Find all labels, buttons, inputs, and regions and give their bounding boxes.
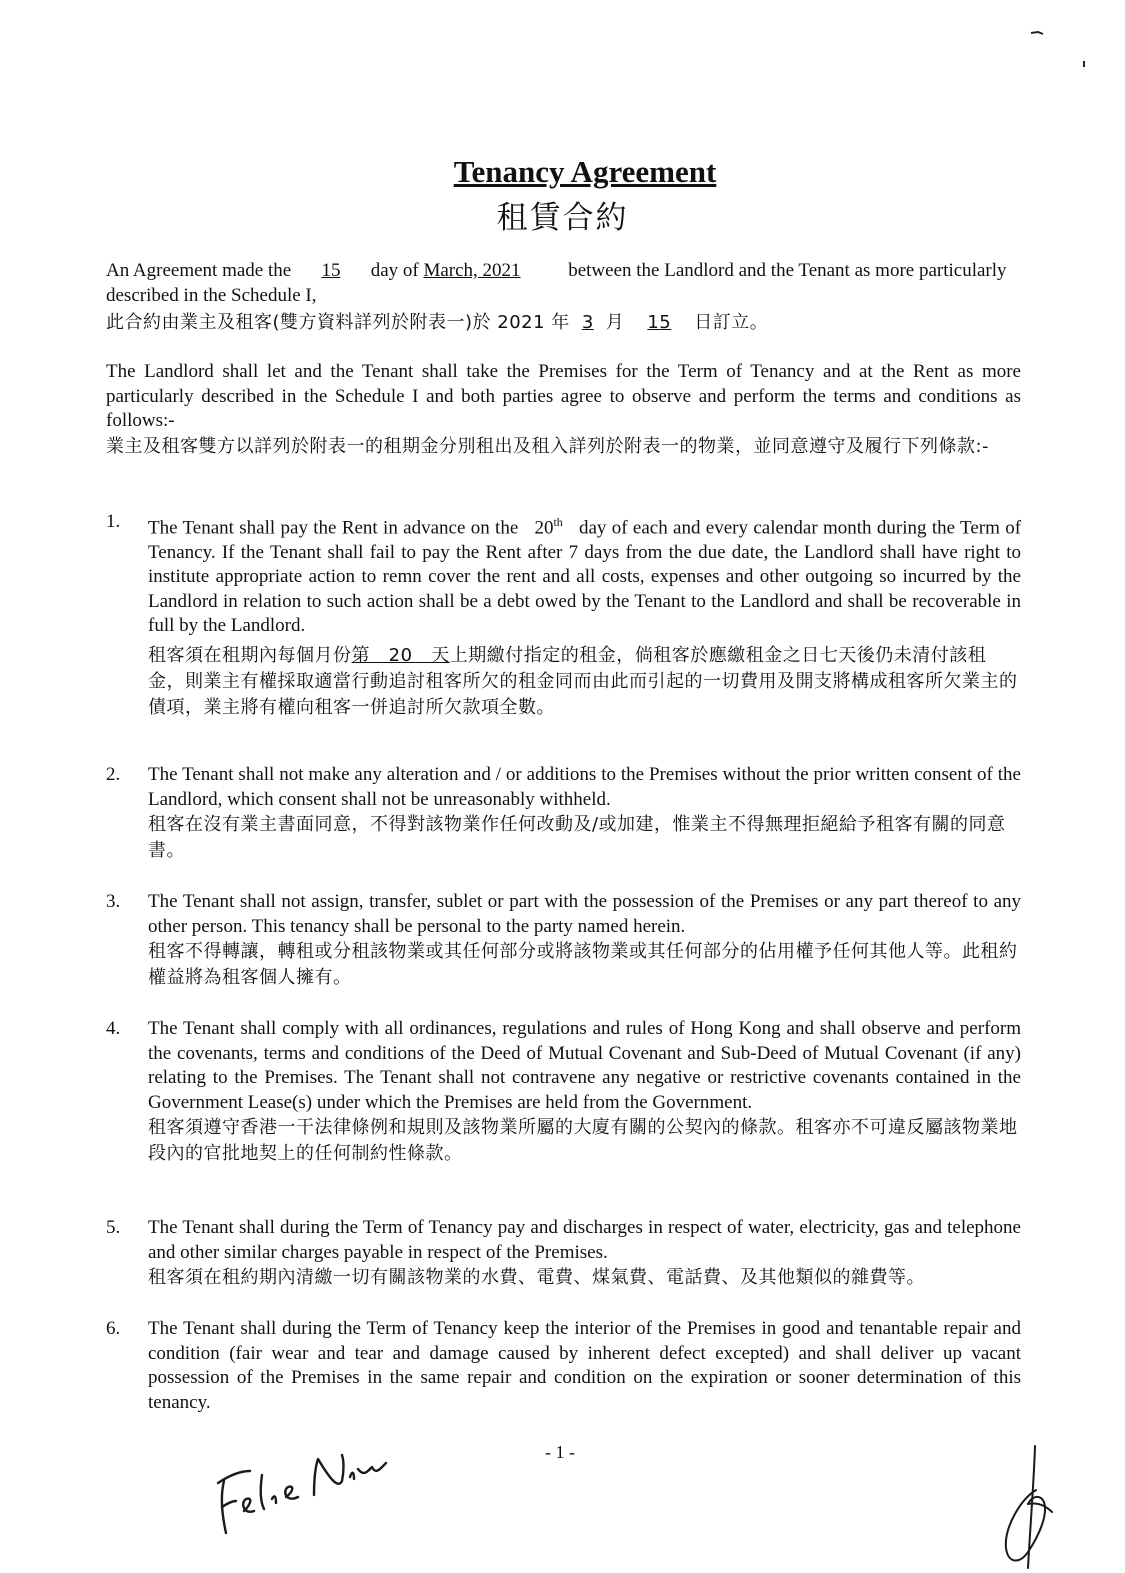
signature-stroke — [358, 1463, 386, 1473]
preamble-english: The Landlord shall let and the Tenant shall take the Premises for the Term of Tenancy and at the Rent as more particularly described in the Schedule I and both parties agree to observe and perform the terms and conditions as follows:- — [106, 361, 1021, 431]
clause-1-chinese: 租客須在租期內每個月份第 20 天上期繳付指定的租金，倘租客於應繳租金之日七天後仍未清付該租金，則業主有權採取適當行動追討租客所欠的租金同而由此而引起的一切費用及開支將構成租客所欠業主的債項，業主將有權向租客一併追討所欠款項全數。 — [148, 644, 1018, 718]
signature-stroke — [218, 1471, 250, 1483]
clause-6 — [106, 1317, 1021, 1415]
clause-number: 6. — [106, 1318, 121, 1339]
month-year-field: March, 2021 — [423, 260, 521, 281]
preamble-paragraph — [106, 360, 1021, 460]
clause-5-chinese: 租客須在租約期內清繳一切有關該物業的水費、電費、煤氣費、電話費、及其他類似的雜費等。 — [148, 1267, 925, 1288]
clause-number: 1. — [106, 511, 121, 532]
clause-3-english: The Tenant shall not assign, transfer, sublet or part with the possession of the Premises or any part thereof to any other person. This tenancy shall be personal to the party named herein. — [148, 891, 1021, 937]
clause-4-english: The Tenant shall comply with all ordinances, regulations and rules of Hong Kong and shall observe and perform the covenants, terms and conditions of the Deed of Mutual Covenant and Sub-Deed of Mutual Covenant (if any) relating to the Premises. The Tenant shall not contravene any negative or restrictive covenants contained in the Government Lease(s) under which the Premises are held from the Government. — [148, 1018, 1021, 1113]
signature-right — [990, 1440, 1070, 1570]
clause-3 — [106, 890, 1021, 991]
clause-number: 3. — [106, 891, 121, 912]
rent-day-field: 20 — [534, 517, 554, 539]
signature-stroke — [285, 1487, 298, 1499]
clause-number: 4. — [106, 1018, 121, 1039]
preamble-chinese: 業主及租客雙方以詳列於附表一的租期金分別租出及租入詳列於附表一的物業，並同意遵守及履行下列條款:- — [106, 435, 990, 457]
clause-5 — [106, 1216, 1021, 1291]
signature-stroke — [272, 1496, 276, 1503]
intro-chinese: 此合約由業主及租客(雙方資料詳列於附表一)於 2021 年 3 月 15 日訂立。 — [106, 310, 1021, 336]
clause-number: 5. — [106, 1217, 121, 1238]
signature-stroke — [222, 1501, 236, 1507]
signature-stroke — [1006, 1490, 1045, 1561]
signature-stroke — [261, 1475, 264, 1509]
day-field: 15 — [321, 260, 341, 281]
clause-2-english: The Tenant shall not make any alteration and / or additions to the Premises without the prior written consent of the Landlord, which consent shall not be unreasonably withheld. — [148, 764, 1021, 810]
page-number: - 1 - — [545, 1442, 575, 1462]
clause-3-chinese: 租客不得轉讓，轉租或分租該物業或其任何部分或將該物業或其任何部分的佔用權予任何其他人等。此租約權益將為租客個人擁有。 — [148, 941, 1018, 988]
document-title-chinese: 租賃合約 — [496, 200, 629, 236]
clause-2 — [106, 763, 1021, 864]
day-field-zh: 15 — [647, 312, 672, 333]
clause-1 — [106, 510, 1021, 721]
clause-4-chinese: 租客須遵守香港一干法律條例和規則及該物業所屬的大廈有關的公契內的條款。租客亦不可違反屬該物業地段內的官批地契上的任何制約性條款。 — [148, 1117, 1018, 1164]
clause-6-english: The Tenant shall during the Term of Tenancy keep the interior of the Premises in good and tenantable repair and condition (fair wear and tear and damage caused by inherent defect excepted) and shall deliver up vacant possession of the Premises in the same repair and condition on the expiration or sooner determination of this tenancy. — [148, 1318, 1021, 1413]
document-title: Tenancy Agreement — [453, 154, 717, 189]
signature-stroke — [350, 1473, 354, 1479]
month-field-zh: 3 — [581, 312, 594, 333]
clause-2-chinese: 租客在沒有業主書面同意，不得對該物業作任何改動及/或加建，惟業主不得無理拒絕給予租客有關的同意書。 — [148, 814, 1006, 861]
signature-stroke — [314, 1455, 344, 1495]
clause-4 — [106, 1017, 1021, 1167]
clause-1-english: The Tenant shall pay the Rent in advance on the 20th day of each and every calendar month during the Term of Tenancy. If the Tenant shall fail to pay the Rent after 7 days from the due date, the Landlord shall have right to institute appropriate action to remn cover the rent and all costs, expenses and other outgoing so incurred by the Landlord in relation to such action shall be a debt owed by the Tenant to the Landlord and shall be recoverable in full by the Landlord. — [148, 515, 1022, 637]
scan-mark — [1081, 60, 1087, 68]
rent-day-field-zh: 第 20 天 — [351, 644, 450, 666]
signature-left — [200, 1437, 390, 1537]
signature-stroke — [243, 1499, 254, 1512]
intro-paragraph — [106, 259, 1021, 336]
clause-number: 2. — [106, 764, 121, 785]
clause-5-english: The Tenant shall during the Term of Tenancy pay and discharges in respect of water, electricity, gas and telephone and other similar charges payable in respect of the Premises. — [148, 1217, 1021, 1263]
intro-english: An Agreement made the 15 day of March, 2021 between the Landlord and the Tenant as more particularly described in the Schedule I, — [106, 260, 1007, 306]
scan-mark — [1030, 30, 1044, 36]
